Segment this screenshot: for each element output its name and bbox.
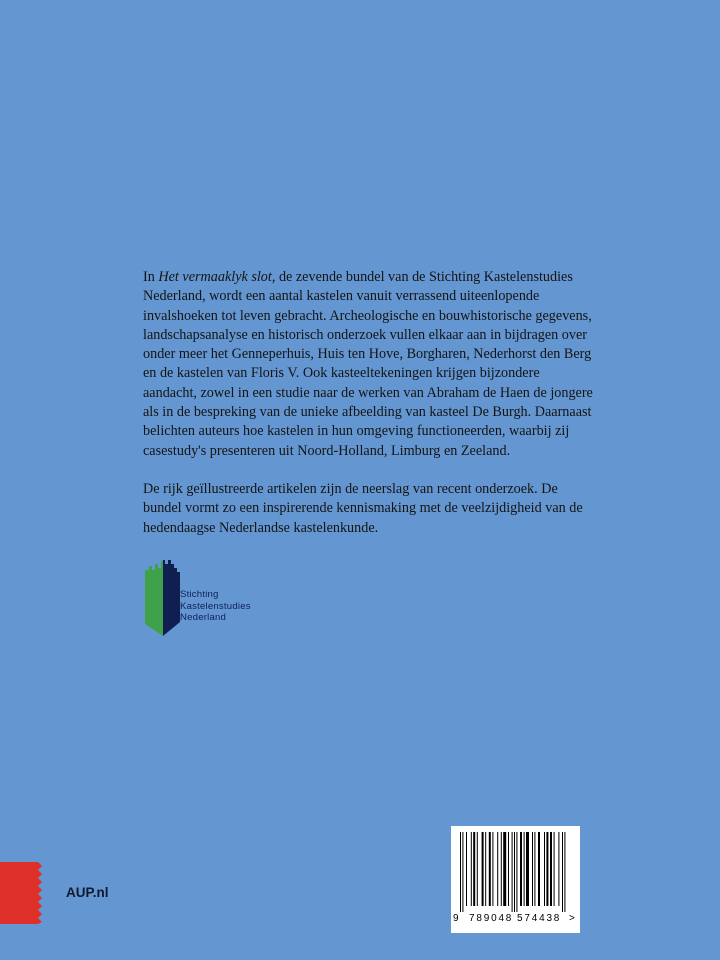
- book-title: Het vermaaklyk slot: [158, 269, 272, 285]
- barcode-bars: [460, 832, 571, 912]
- isbn-barcode: 9 789048 574438 >: [451, 826, 580, 933]
- back-cover-blurb: [143, 268, 596, 538]
- publisher-website[interactable]: AUP.nl: [66, 885, 109, 900]
- blurb-paragraph-2: De rijk geïllustreerde artikelen zijn de neerslag van recent onderzoek. De bundel vormt zo een inspirerende kennismaking met de veelzijdigheid van de hedendaagse Nederlandse kastelenkunde.: [143, 480, 583, 536]
- logo-wordmark: Stichting Kastelenstudies Nederland: [180, 589, 251, 623]
- castle-tower-icon: [143, 560, 183, 636]
- publisher-red-mark: [0, 862, 44, 924]
- blurb-paragraph-1: In Het vermaaklyk slot, de zevende bundel van de Stichting Kastelenstudies Nederland, wordt een aantal kastelen vanuit verrassend uiteenlopende invalshoeken tot leven gebracht. Archeologische en bouwhistorische gegevens, landschapsanalyse en historisch onderzoek vullen elkaar aan in bijdragen over onder meer het Genneperhuis, Huis ten Hove, Borgharen, Nederhorst den Berg en de kastelen van Floris V. Ook kasteeltekeningen krijgen bijzondere aandacht, zowel in een studie naar de werken van Abraham de Haen de jongere als in de bespreking van de unieke afbeelding van kasteel De Burgh. Daarnaast belichten auteurs hoe kastelen in hun omgeving functioneerden, waarbij zij casestudy's presenteren uit Noord-Holland, Limburg en Zeeland.: [143, 269, 593, 459]
- skn-logo: [143, 560, 293, 636]
